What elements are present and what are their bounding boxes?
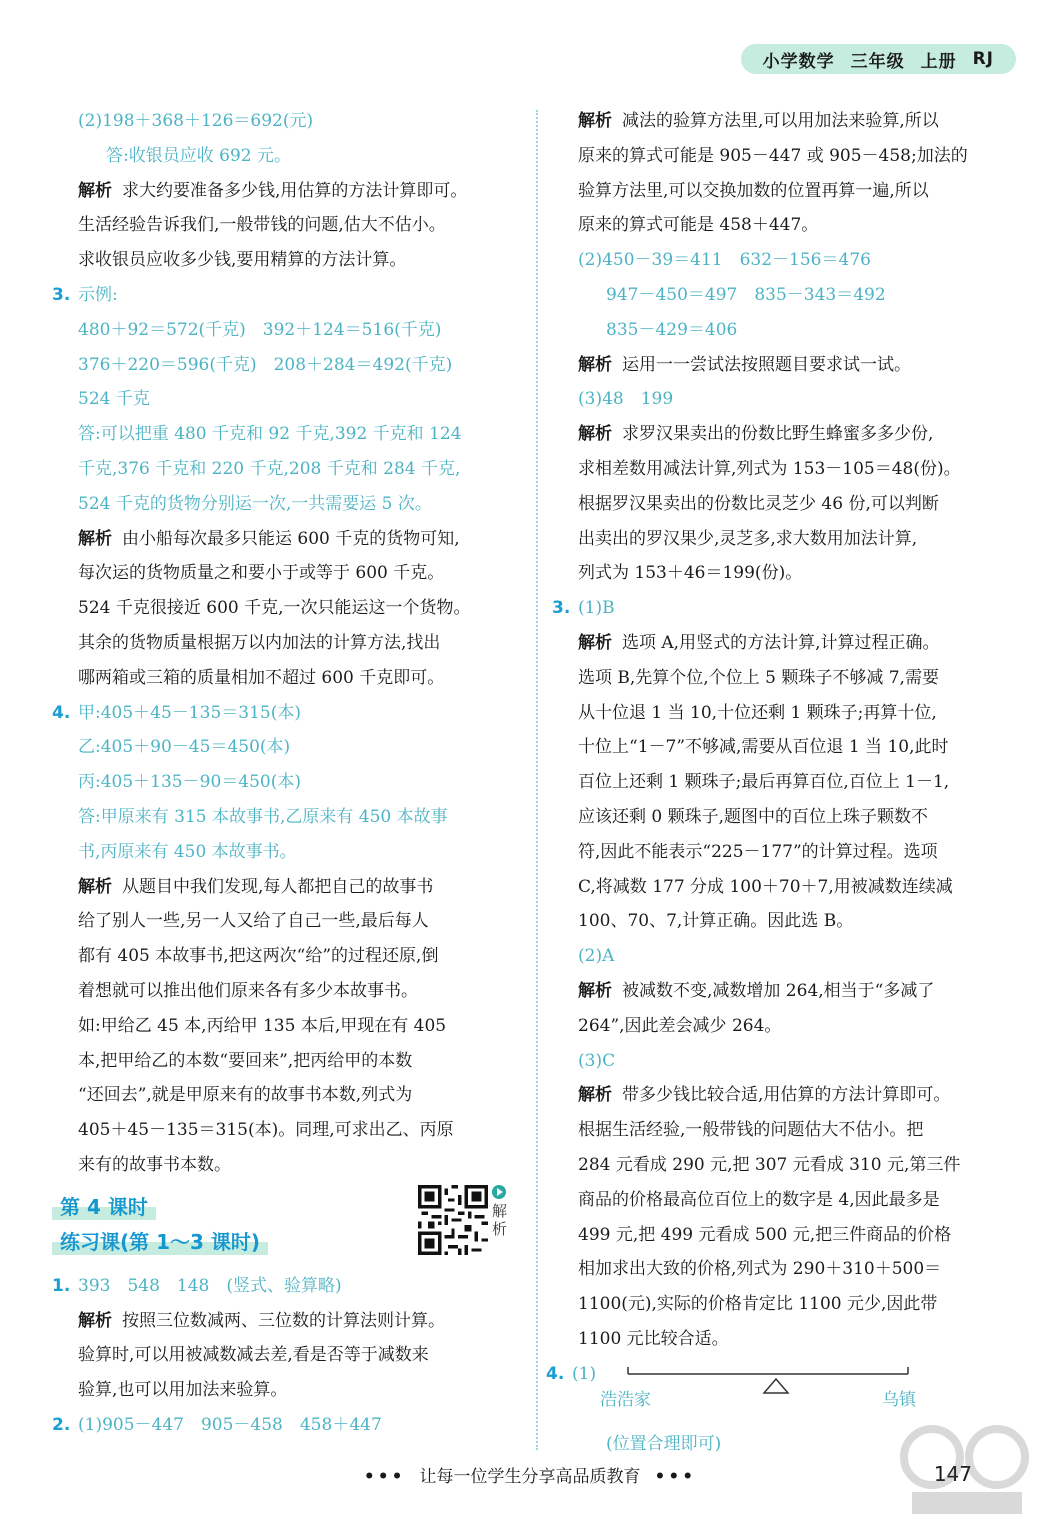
question-line <box>52 696 520 731</box>
answer-line: 书,丙原来有 450 本故事书。 <box>78 841 297 862</box>
analysis-line: 验算方法里,可以交换加数的位置再算一遍,所以 <box>578 180 929 201</box>
qr-label <box>492 1185 512 1238</box>
answer-line: 答:甲原来有 315 本故事书,乙原来有 450 本故事 <box>78 806 448 827</box>
analysis-label: 解析 <box>578 1085 612 1106</box>
analysis-label: 解析 <box>578 354 612 375</box>
watermark-logo-icon <box>892 1412 1042 1522</box>
answer-line: 丙:405＋135－90＝450(本) <box>78 772 301 793</box>
page-number: 147 <box>933 1462 972 1486</box>
analysis-line: 524 千克很接近 600 千克,一次只能运这一个货物。 <box>78 598 471 619</box>
header-volume: 上册 <box>920 51 957 72</box>
analysis-line: “还回去”,就是甲原来有的故事书本数,列式为 <box>78 1085 413 1106</box>
header-badge <box>741 44 1016 74</box>
header-edition: RJ <box>972 49 994 69</box>
lesson-heading <box>52 1191 520 1269</box>
triangle-marker-icon <box>764 1379 788 1393</box>
answer-text: (1) <box>572 1363 597 1384</box>
qr-code-icon[interactable] <box>418 1185 488 1255</box>
analysis-line: 给了别人一些,另一人又给了自己一些,最后每人 <box>78 911 429 932</box>
answer-line: (3)C <box>578 1050 616 1071</box>
analysis-line: 选项 B,先算个位,个位上 5 颗珠子不够减 7,需要 <box>578 667 939 688</box>
footer-slogan: 让每一位学生分享高品质教育 <box>419 1467 641 1487</box>
footer-dots-right: ••• <box>654 1467 697 1487</box>
analysis-line: 来有的故事书本数。 <box>78 1154 231 1175</box>
header-grade: 三年级 <box>850 51 905 72</box>
answer-line: (2)A <box>578 946 615 967</box>
answer-line: (2)450－39＝411 632－156＝476 <box>578 250 871 271</box>
question-number: 1. <box>52 1275 71 1296</box>
question-line <box>552 591 1022 626</box>
analysis-line: 284 元看成 290 元,把 307 元看成 310 元,第三件 <box>578 1154 961 1175</box>
question-number: 2. <box>52 1414 71 1435</box>
analysis-line: 根据生活经验,一般带钱的问题估大不估小。把 <box>578 1120 924 1141</box>
analysis-label: 解析 <box>78 528 112 549</box>
analysis-line: 根据罗汉果卖出的份数比灵芝少 46 份,可以判断 <box>578 493 939 514</box>
analysis-line: 每次运的货物质量之和要小于或等于 600 千克。 <box>78 563 445 584</box>
analysis-line: 应该还剩 0 颗珠子,题图中的百位上珠子颗数不 <box>578 806 929 827</box>
question-number: 3. <box>552 598 571 619</box>
analysis-line: C,将减数 177 分成 100＋70＋7,用被减数连续减 <box>578 876 953 897</box>
question-line <box>52 278 520 313</box>
answer-text: (1)905－447 905－458 458＋447 <box>78 1414 382 1435</box>
analysis-line <box>552 104 1022 139</box>
analysis-line: 着想就可以推出他们原来各有多少本故事书。 <box>78 980 418 1001</box>
analysis-line: 验算时,可以用被减数减去差,看是否等于减数来 <box>78 1345 429 1366</box>
question-line <box>546 1357 596 1392</box>
analysis-line: 出卖出的罗汉果少,灵芝多,求大数用加法计算, <box>578 528 918 549</box>
analysis-line: 499 元,把 499 元看成 500 元,把三件商品的价格 <box>578 1224 952 1245</box>
analysis-text: 由小船每次最多只能运 600 千克的货物可知, <box>122 528 460 549</box>
analysis-line: 原来的算式可能是 458＋447。 <box>578 215 819 236</box>
answer-text: 甲:405＋45－135＝315(本) <box>78 702 301 723</box>
header-subject: 小学数学 <box>762 51 835 72</box>
analysis-line: 相加求出大致的价格,列式为 290＋310＋500＝ <box>578 1259 942 1280</box>
answer-text: (1)B <box>578 598 615 619</box>
analysis-label: 解析 <box>578 424 612 445</box>
analysis-text: 按照三位数减两、三位数的计算法则计算。 <box>122 1310 445 1331</box>
answer-note: (位置合理即可) <box>606 1433 722 1454</box>
question-number: 4. <box>52 702 71 723</box>
analysis-line: 100、70、7,计算正确。因此选 B。 <box>578 911 854 932</box>
analysis-text: 选项 A,用竖式的方法计算,计算过程正确。 <box>622 632 940 653</box>
qr-label-text: 解析 <box>492 1201 508 1238</box>
analysis-line: 本,把甲给乙的本数“要回来”,把丙给甲的本数 <box>78 1050 413 1071</box>
analysis-label: 解析 <box>578 632 612 653</box>
answer-line: (2)198＋368＋126＝692(元) <box>78 111 314 131</box>
answer-line: (3)48 199 <box>578 389 674 410</box>
analysis-line: 都有 405 本故事书,把这两次“给”的过程还原,倒 <box>78 946 439 967</box>
analysis-label: 解析 <box>78 180 112 201</box>
analysis-line: 求相差数用减法计算,列式为 153－105＝48(份)。 <box>578 458 961 479</box>
analysis-text: 带多少钱比较合适,用估算的方法计算即可。 <box>622 1085 951 1106</box>
analysis-line: 求收银员应收多少钱,要用精算的方法计算。 <box>78 250 407 271</box>
analysis-line: 405＋45－135＝315(本)。同理,可求出乙、丙原 <box>78 1120 454 1141</box>
answer-line: 答:可以把重 480 千克和 92 千克,392 千克和 124 <box>78 424 462 445</box>
analysis-text: 求罗汉果卖出的份数比野生蜂蜜多多少份, <box>622 424 934 445</box>
analysis-line: 哪两箱或三箱的质量相加不超过 600 千克即可。 <box>78 667 445 688</box>
answer-line: 835－429＝406 <box>606 319 738 340</box>
analysis-line <box>52 870 520 905</box>
lesson-subtitle: 练习课(第 1～3 课时) <box>52 1226 268 1255</box>
analysis-text: 求大约要准备多少钱,用估算的方法计算即可。 <box>122 180 468 201</box>
analysis-line <box>552 974 1022 1009</box>
analysis-line <box>52 522 520 557</box>
analysis-line: 商品的价格最高位百位上的数字是 4,因此最多是 <box>578 1189 940 1210</box>
analysis-text: 被减数不变,减数增加 264,相当于“多减了 <box>622 980 935 1001</box>
analysis-line <box>52 1304 520 1339</box>
answer-line: 524 千克的货物分别运一次,一共需要运 5 次。 <box>78 493 432 514</box>
analysis-label: 解析 <box>578 980 612 1001</box>
analysis-line: 列式为 153＋46＝199(份)。 <box>578 563 803 584</box>
answer-line: 答:收银员应收 692 元。 <box>106 145 291 166</box>
question-line <box>52 1408 520 1443</box>
analysis-line: 如:甲给乙 45 本,丙给甲 135 本后,甲现在有 405 <box>78 1015 447 1036</box>
analysis-line <box>552 1078 1022 1113</box>
answer-text: 示例: <box>78 284 118 305</box>
analysis-line: 符,因此不能表示“225－177”的计算过程。选项 <box>578 841 938 862</box>
play-icon <box>492 1185 506 1199</box>
answer-line: 376＋220＝596(千克) 208＋284＝492(千克) <box>78 354 453 375</box>
analysis-label: 解析 <box>578 111 612 131</box>
analysis-line: 1100(元),实际的价格肯定比 1100 元少,因此带 <box>578 1294 938 1315</box>
left-column <box>52 104 520 1443</box>
analysis-line: 生活经验告诉我们,一般带钱的问题,估大不估小。 <box>78 215 446 236</box>
place-left-label: 浩浩家 <box>600 1389 651 1410</box>
analysis-text: 减法的验算方法里,可以用加法来验算,所以 <box>622 111 939 131</box>
analysis-line: 验算,也可以用加法来验算。 <box>78 1380 288 1401</box>
analysis-line: 1100 元比较合适。 <box>578 1328 729 1349</box>
lesson-title: 第 4 课时 <box>52 1191 156 1220</box>
answer-text: 393 548 148 (竖式、验算略) <box>78 1275 342 1296</box>
right-column <box>546 104 1022 1461</box>
analysis-line: 264”,因此差会减少 264。 <box>578 1015 782 1036</box>
analysis-line <box>552 417 1022 452</box>
analysis-line: 百位上还剩 1 颗珠子;最后再算百位,百位上 1－1, <box>578 772 950 793</box>
place-right-label: 乌镇 <box>882 1389 916 1410</box>
answer-line: 480＋92＝572(千克) 392＋124＝516(千克) <box>78 319 442 340</box>
analysis-line <box>52 174 520 209</box>
analysis-line: 十位上“1－7”不够减,需要从百位退 1 当 10,此时 <box>578 737 949 758</box>
question-number: 4. <box>546 1363 565 1384</box>
question-line <box>52 1269 520 1304</box>
answer-line: 947－450＝497 835－343＝492 <box>606 284 886 305</box>
analysis-line: 从十位退 1 当 10,十位还剩 1 颗珠子;再算十位, <box>578 702 937 723</box>
analysis-line: 原来的算式可能是 905－447 或 905－458;加法的 <box>578 145 968 166</box>
analysis-text: 运用一一尝试法按照题目要求试一试。 <box>622 354 911 375</box>
footer-dots-left: ••• <box>363 1467 406 1487</box>
analysis-line: 其余的货物质量根据万以内加法的计算方法,找出 <box>78 632 441 653</box>
analysis-text: 从题目中我们发现,每人都把自己的故事书 <box>122 876 434 897</box>
analysis-label: 解析 <box>78 1310 112 1331</box>
question-number: 3. <box>52 284 71 305</box>
answer-line: 乙:405＋90－45＝450(本) <box>78 737 291 758</box>
answer-line: 524 千克 <box>78 389 150 410</box>
analysis-label: 解析 <box>78 876 112 897</box>
position-line-diagram <box>626 1363 912 1403</box>
answer-line: 千克,376 千克和 220 千克,208 千克和 284 千克, <box>78 458 461 479</box>
column-divider <box>536 110 538 1450</box>
analysis-line <box>552 626 1022 661</box>
qr-block[interactable] <box>418 1185 512 1255</box>
analysis-line <box>552 348 1022 383</box>
